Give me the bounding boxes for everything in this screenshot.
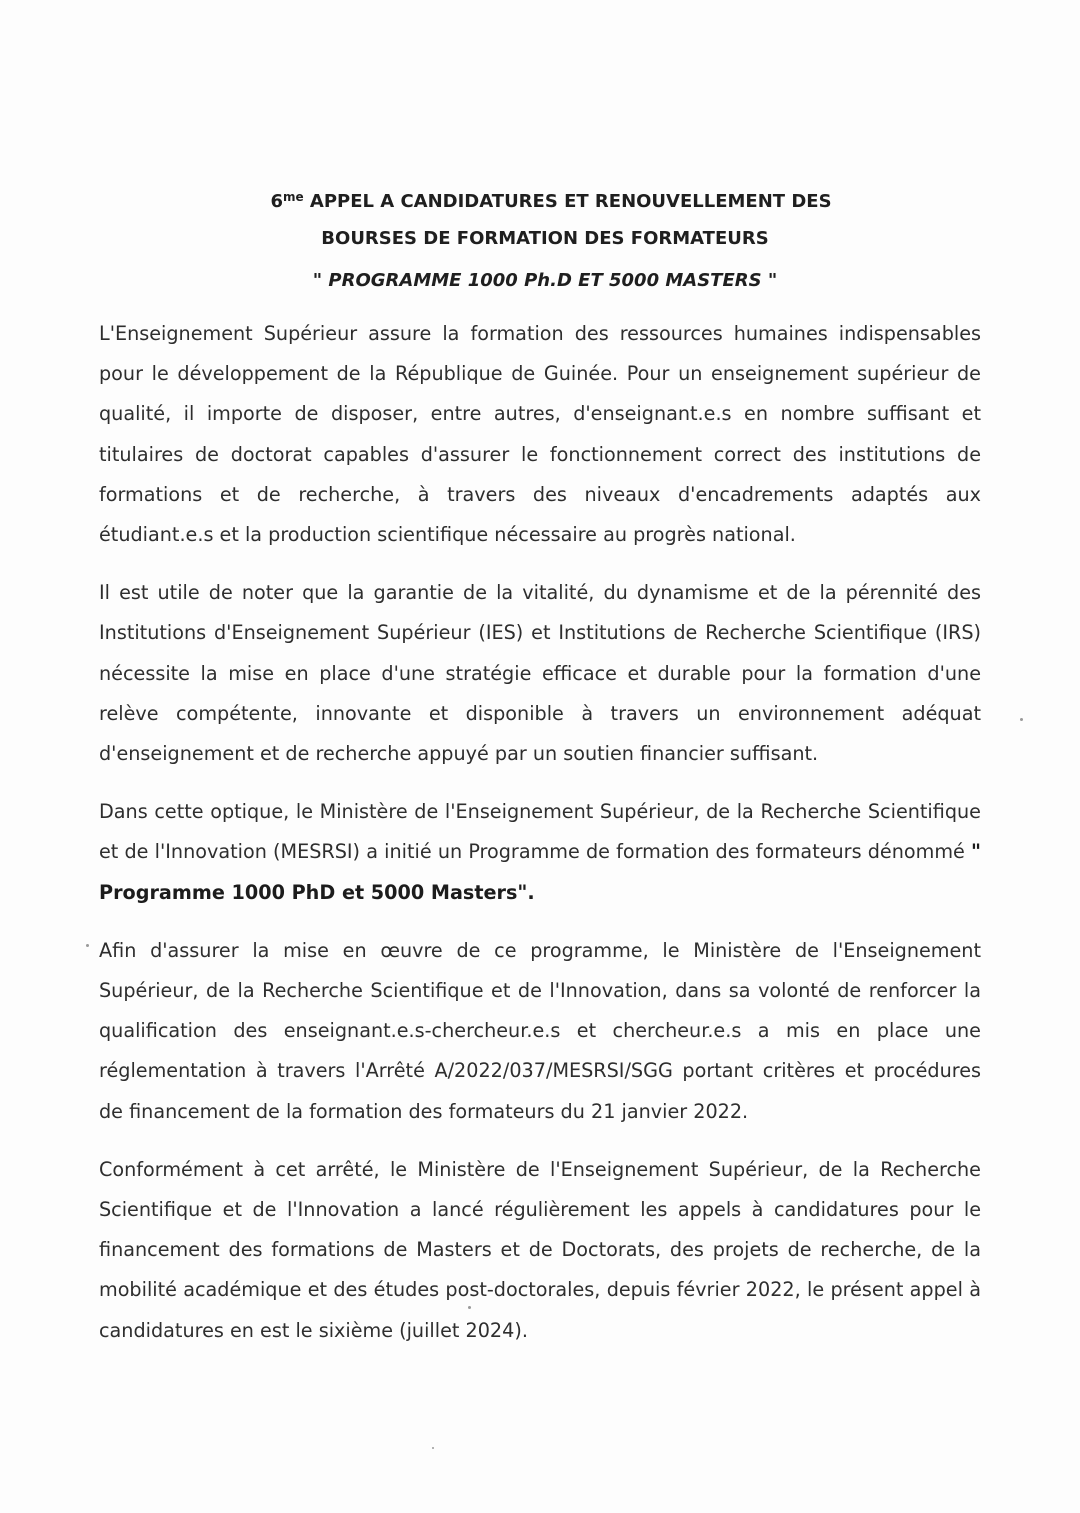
title-ordinal-number: 6: [270, 191, 283, 212]
document-body: [99, 314, 981, 1368]
title-line-3: " PROGRAMME 1000 Ph.D ET 5000 MASTERS ": [312, 270, 778, 291]
title-ordinal-suffix: me: [283, 190, 304, 204]
programme-name: " Programme 1000 PhD et 5000 Masters".: [99, 840, 981, 904]
scan-speck: [1020, 718, 1023, 721]
title-line-1: [0, 183, 1080, 225]
title-line-2: BOURSES DE FORMATION DES FORMATEURS: [321, 228, 769, 249]
scan-speck: [432, 1447, 434, 1449]
scan-speck: [86, 944, 89, 947]
paragraph-calls: Conformément à cet arrêté, le Ministère de l'Enseignement Supérieur, de la Recherche Scientifique et de l'Innovation a lancé régulièrement les appels à candidatures pour le financement des formations de Masters et de Doctorats, des projets de recherche, de la mobilité académique et des études post-doctorales, depuis février 2022, le présent appel à candidatures en est le sixième (juillet 2024).: [99, 1157, 981, 1342]
scan-speck: [468, 1306, 471, 1309]
paragraph-programme-text: Dans cette optique, le Ministère de l'Enseignement Supérieur, de la Recherche Scientifique et de l'Innovation (MESRSI) a initié un Programme de formation des formateurs dénommé: [99, 800, 981, 864]
title-line-1-text: APPEL A CANDIDATURES ET RENOUVELLEMENT DES: [303, 191, 832, 212]
paragraph-programme: [99, 792, 981, 913]
document-title: [0, 183, 1080, 309]
paragraph-vitality: Il est utile de noter que la garantie de la vitalité, du dynamisme et de la pérennité des Institutions d'Enseignement Supérieur (IES) et Institutions de Recherche Scientifique (IRS) nécessite la mise en place d'une stratégie efficace et durable pour la formation d'une relève compétente, innovante et disponible à travers un environnement adéquat d'enseignement et de recherche appuyé par un soutien financier suffisant.: [99, 581, 981, 766]
paragraph-intro: L'Enseignement Supérieur assure la formation des ressources humaines indispensables pour le développement de la République de Guinée. Pour un enseignement supérieur de qualité, il importe de disposer, entre autres, d'enseignant.e.s en nombre suffisant et titulaires de doctorat capables d'assurer le fonctionnement correct des institutions de formations et de recherche, à travers des niveaux d'encadrements adaptés aux étudiant.e.s et la production scientifique nécessaire au progrès national.: [99, 322, 981, 547]
paragraph-regulation: Afin d'assurer la mise en œuvre de ce programme, le Ministère de l'Enseignement Supérieur, de la Recherche Scientifique et de l'Innovation, dans sa volonté de renforcer la qualification des enseignant.e.s-chercheur.e.s et chercheur.e.s a mis en place une réglementation à travers l'Arrêté A/2022/037/MESRSI/SGG portant critères et procédures de financement de la formation des formateurs du 21 janvier 2022.: [99, 938, 981, 1123]
